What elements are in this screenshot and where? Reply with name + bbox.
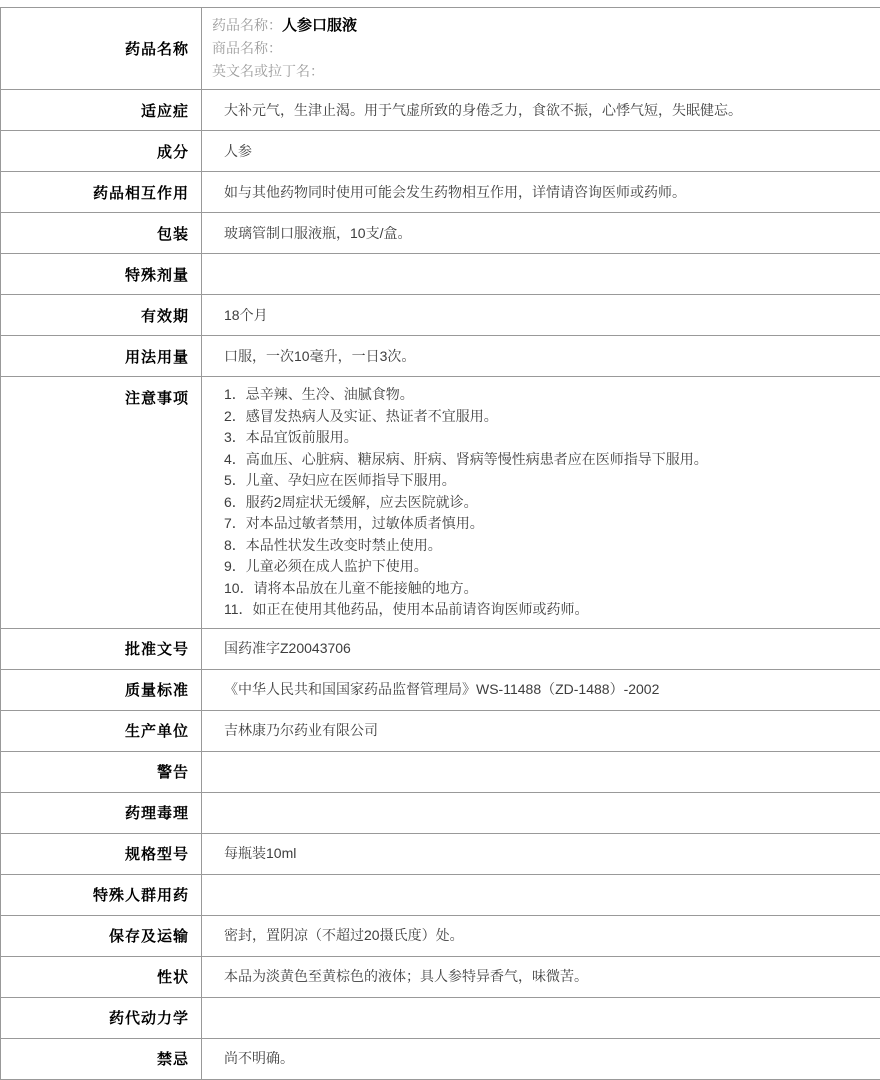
precaution-item: 6．服药2周症状无缓解，应去医院就诊。 — [224, 492, 870, 514]
row-label: 有效期 — [1, 295, 202, 336]
row-value — [202, 254, 880, 295]
precaution-item: 7．对本品过敏者禁用，过敏体质者慎用。 — [224, 513, 870, 535]
row-value — [202, 874, 880, 915]
row-value: 人参 — [202, 131, 880, 172]
row-label: 药代动力学 — [1, 997, 202, 1038]
row-special-dosage — [1, 254, 880, 295]
precaution-item: 4．高血压、心脏病、糖尿病、肝病、肾病等慢性病患者应在医师指导下服用。 — [224, 449, 870, 471]
row-dosage-usage — [1, 336, 880, 377]
row-label: 适应症 — [1, 90, 202, 131]
row-value: 18个月 — [202, 295, 880, 336]
row-storage-transport — [1, 915, 880, 956]
precaution-item: 2．感冒发热病人及实证、热证者不宜服用。 — [224, 406, 870, 428]
precaution-item: 8．本品性状发生改变时禁止使用。 — [224, 535, 870, 557]
row-label: 包装 — [1, 213, 202, 254]
row-value — [202, 997, 880, 1038]
row-value — [202, 751, 880, 792]
precaution-item: 11．如正在使用其他药品，使用本品前请咨询医师或药师。 — [224, 599, 870, 621]
row-value: 如与其他药物同时使用可能会发生药物相互作用，详情请咨询医师或药师。 — [202, 172, 880, 213]
row-description — [1, 956, 880, 997]
precaution-item: 5．儿童、孕妇应在医师指导下服用。 — [224, 470, 870, 492]
row-shelf-life — [1, 295, 880, 336]
precaution-item: 9．儿童必须在成人监护下使用。 — [224, 556, 870, 578]
precaution-item: 1．忌辛辣、生冷、油腻食物。 — [224, 384, 870, 406]
row-special-populations — [1, 874, 880, 915]
row-value — [202, 8, 880, 90]
row-approval-number — [1, 628, 880, 669]
row-warning — [1, 751, 880, 792]
row-precautions — [1, 377, 880, 629]
row-value: 本品为淡黄色至黄棕色的液体；具人参特异香气，味微苦。 — [202, 956, 880, 997]
english-name-key: 英文名或拉丁名： — [212, 63, 324, 79]
row-label: 药品名称 — [1, 8, 202, 90]
row-pharmacology-toxicology — [1, 792, 880, 833]
row-value: 口服，一次10毫升，一日3次。 — [202, 336, 880, 377]
precaution-item: 3．本品宜饭前服用。 — [224, 427, 870, 449]
row-label: 性状 — [1, 956, 202, 997]
row-value — [202, 792, 880, 833]
row-label: 批准文号 — [1, 628, 202, 669]
row-value: 每瓶装10ml — [202, 833, 880, 874]
row-drug-interactions — [1, 172, 880, 213]
row-label: 注意事项 — [1, 377, 202, 629]
row-label: 药品相互作用 — [1, 172, 202, 213]
row-label: 生产单位 — [1, 710, 202, 751]
row-pharmacokinetics — [1, 997, 880, 1038]
row-composition — [1, 131, 880, 172]
row-value: 密封，置阴凉（不超过20摄氏度）处。 — [202, 915, 880, 956]
row-value: 尚不明确。 — [202, 1038, 880, 1079]
drug-info-page — [0, 7, 880, 1057]
row-value: 吉林康乃尔药业有限公司 — [202, 710, 880, 751]
row-label: 禁忌 — [1, 1038, 202, 1079]
row-indications — [1, 90, 880, 131]
row-label: 保存及运输 — [1, 915, 202, 956]
row-label: 警告 — [1, 751, 202, 792]
english-name-line — [212, 60, 870, 83]
row-label: 药理毒理 — [1, 792, 202, 833]
trade-name-key: 商品名称： — [212, 40, 282, 56]
row-label: 特殊剂量 — [1, 254, 202, 295]
row-label: 用法用量 — [1, 336, 202, 377]
row-label: 特殊人群用药 — [1, 874, 202, 915]
row-value: 大补元气，生津止渴。用于气虚所致的身倦乏力，食欲不振，心悸气短，失眠健忘。 — [202, 90, 880, 131]
drug-name-value: 人参口服液 — [282, 17, 357, 34]
row-quality-standard — [1, 669, 880, 710]
row-value: 国药准字Z20043706 — [202, 628, 880, 669]
row-specification — [1, 833, 880, 874]
drug-name-key: 药品名称： — [212, 17, 282, 33]
row-label: 质量标准 — [1, 669, 202, 710]
row-label: 成分 — [1, 131, 202, 172]
row-manufacturer — [1, 710, 880, 751]
row-value: 《中华人民共和国国家药品监督管理局》WS-11488（ZD-1488）-2002 — [202, 669, 880, 710]
row-packaging — [1, 213, 880, 254]
row-value — [202, 377, 880, 629]
row-label: 规格型号 — [1, 833, 202, 874]
row-drug-name — [1, 8, 880, 90]
trade-name-line — [212, 37, 870, 60]
row-contraindications — [1, 1038, 880, 1079]
drug-name-line — [212, 14, 870, 37]
row-value: 玻璃管制口服液瓶，10支/盒。 — [202, 213, 880, 254]
drug-info-table — [0, 7, 880, 1080]
precaution-item: 10．请将本品放在儿童不能接触的地方。 — [224, 578, 870, 600]
